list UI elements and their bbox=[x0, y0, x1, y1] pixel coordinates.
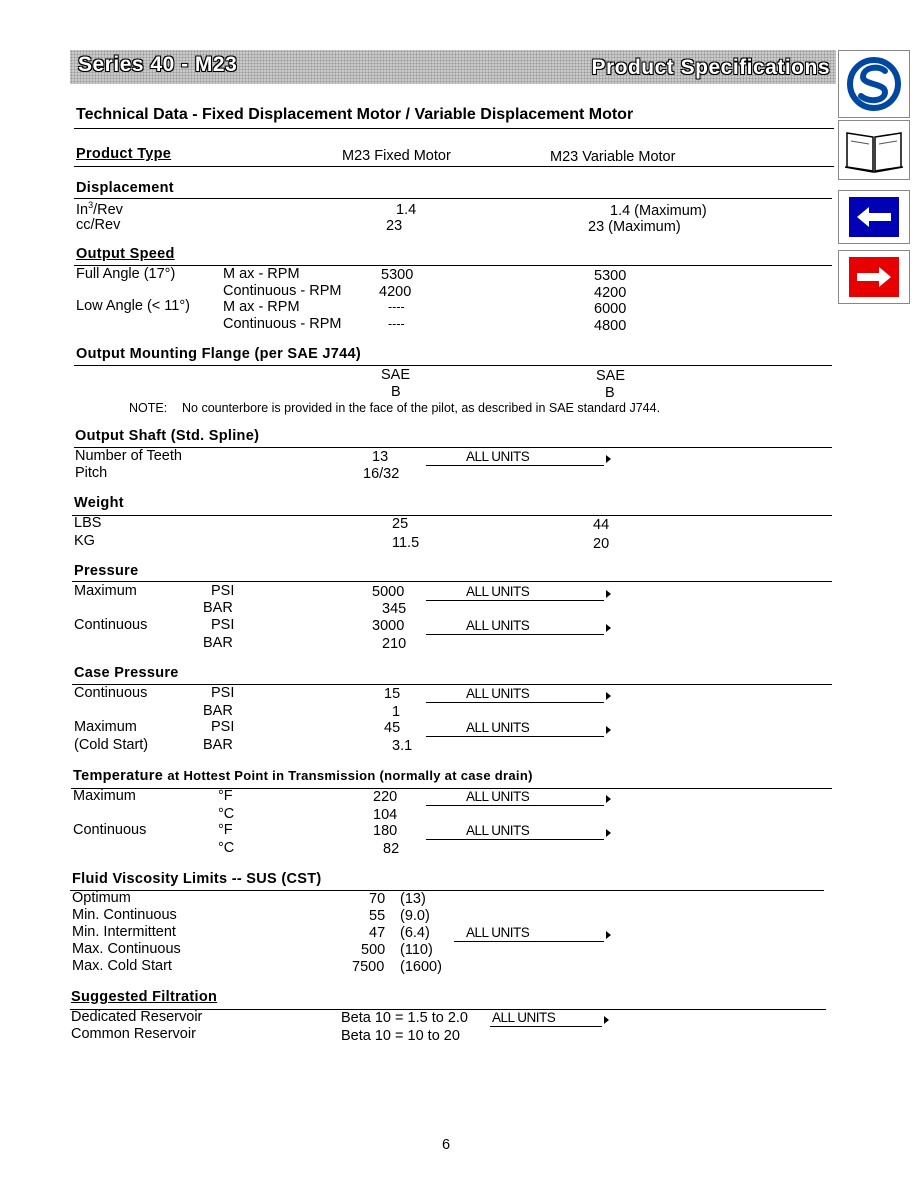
arrow-right-icon bbox=[606, 829, 611, 837]
low-cont-fixed: ---- bbox=[388, 317, 405, 331]
in3-fixed-value: 1.4 bbox=[396, 202, 417, 218]
case-max-label: Maximum bbox=[74, 719, 137, 735]
arrow-right-icon bbox=[606, 795, 611, 803]
visc-label-optimum: Optimum bbox=[72, 890, 131, 906]
all-units-label: ALL UNITS bbox=[426, 449, 604, 466]
all-units-label: ALL UNITS bbox=[426, 720, 604, 737]
dedicated-reservoir-value: Beta 10 = 1.5 to 2.0 bbox=[341, 1010, 468, 1026]
pressure-cont-psi-unit: PSI bbox=[211, 617, 235, 633]
all-units-label: ALL UNITS bbox=[426, 686, 604, 703]
full-max-rpm-label: M ax - RPM bbox=[223, 266, 300, 282]
case-cont-psi: 15 bbox=[384, 686, 401, 702]
header-banner bbox=[70, 50, 836, 84]
temp-cont-c-unit: °C bbox=[218, 840, 235, 856]
visc-sus-max-cont: 500 bbox=[361, 942, 386, 958]
lbs-fixed: 25 bbox=[392, 516, 409, 532]
page-number: 6 bbox=[442, 1137, 451, 1153]
divider bbox=[74, 166, 834, 167]
all-units-label: ALL UNITS bbox=[454, 925, 604, 942]
fixed-motor-header: M23 Fixed Motor bbox=[342, 148, 451, 164]
variable-motor-header: M23 Variable Motor bbox=[550, 149, 676, 165]
pressure-cont-label: Continuous bbox=[74, 617, 148, 633]
arrow-right-icon bbox=[606, 590, 611, 598]
full-cont-fixed: 4200 bbox=[379, 284, 412, 300]
mounting-flange-heading: Output Mounting Flange (per SAE J744) bbox=[76, 346, 361, 362]
visc-cst-min-cont: (9.0) bbox=[400, 908, 430, 924]
pressure-max-label: Maximum bbox=[74, 583, 137, 599]
visc-label-min-int: Min. Intermittent bbox=[72, 924, 176, 940]
pressure-cont-bar: 210 bbox=[382, 636, 407, 652]
flange-fixed-line1: SAE bbox=[381, 367, 411, 383]
pitch-label: Pitch bbox=[75, 465, 108, 481]
full-max-variable: 5300 bbox=[594, 268, 627, 284]
pitch-value: 16/32 bbox=[363, 466, 400, 482]
pressure-max-psi-unit: PSI bbox=[211, 583, 235, 599]
case-cold-start-label: (Cold Start) bbox=[74, 737, 149, 753]
all-units-label: ALL UNITS bbox=[426, 789, 604, 806]
case-max-psi-unit: PSI bbox=[211, 719, 235, 735]
pressure-cont-psi: 3000 bbox=[372, 618, 405, 634]
visc-cst-max-cold: (1600) bbox=[400, 959, 442, 975]
contents-button[interactable] bbox=[838, 120, 910, 180]
lbs-variable: 44 bbox=[593, 517, 610, 533]
in3-variable-value: 1.4 (Maximum) bbox=[610, 203, 707, 219]
weight-heading: Weight bbox=[74, 495, 124, 511]
next-button[interactable] bbox=[838, 250, 910, 304]
flange-variable-line2: B bbox=[605, 385, 615, 401]
visc-label-min-cont: Min. Continuous bbox=[72, 907, 177, 923]
flange-variable-line1: SAE bbox=[596, 368, 626, 384]
temperature-subheading: at Hottest Point in Transmission (normally at case drain) bbox=[167, 768, 533, 783]
dedicated-reservoir-label: Dedicated Reservoir bbox=[71, 1009, 203, 1025]
case-max-bar: 3.1 bbox=[392, 738, 413, 754]
filtration-heading: Suggested Filtration bbox=[71, 989, 218, 1005]
case-cont-bar-unit: BAR bbox=[203, 703, 233, 719]
in3-rev-label: In$^3$/Rev bbox=[76, 200, 123, 218]
logo-button[interactable] bbox=[838, 50, 910, 118]
divider bbox=[74, 365, 832, 366]
arrow-right-icon bbox=[606, 726, 611, 734]
low-cont-rpm-label: Continuous - RPM bbox=[223, 316, 342, 332]
pressure-max-bar-unit: BAR bbox=[203, 600, 233, 616]
pressure-max-psi: 5000 bbox=[372, 584, 405, 600]
full-angle-label: Full Angle (17°) bbox=[76, 266, 176, 282]
arrow-right-icon bbox=[606, 624, 611, 632]
temp-cont-c: 82 bbox=[383, 841, 400, 857]
temp-max-c: 104 bbox=[373, 807, 398, 823]
temp-cont-label: Continuous bbox=[73, 822, 147, 838]
arrow-left-icon bbox=[839, 191, 909, 243]
teeth-value: 13 bbox=[372, 449, 389, 465]
all-units-label: ALL UNITS bbox=[426, 618, 604, 635]
full-cont-variable: 4200 bbox=[594, 285, 627, 301]
arrow-right-icon bbox=[839, 251, 909, 303]
case-cont-label: Continuous bbox=[74, 685, 148, 701]
back-button[interactable] bbox=[838, 190, 910, 244]
divider bbox=[74, 265, 832, 266]
case-pressure-heading: Case Pressure bbox=[74, 665, 179, 681]
pressure-max-bar: 345 bbox=[382, 601, 407, 617]
divider bbox=[70, 890, 824, 891]
kg-fixed: 11.5 bbox=[392, 535, 420, 551]
temp-max-f-unit: °F bbox=[218, 788, 233, 804]
arrow-right-icon bbox=[606, 931, 611, 939]
pressure-cont-bar-unit: BAR bbox=[203, 635, 233, 651]
temp-max-f: 220 bbox=[373, 789, 398, 805]
divider bbox=[72, 515, 832, 516]
visc-sus-optimum: 70 bbox=[369, 891, 386, 907]
lbs-label: LBS bbox=[74, 515, 102, 531]
note-label: NOTE: bbox=[129, 401, 168, 415]
teeth-label: Number of Teeth bbox=[75, 448, 182, 464]
page-title: Technical Data - Fixed Displacement Motor / Variable Displacement Motor bbox=[76, 106, 634, 123]
case-max-bar-unit: BAR bbox=[203, 737, 233, 753]
low-cont-variable: 4800 bbox=[594, 318, 627, 334]
series-title: Series 40 - M23 bbox=[78, 53, 238, 76]
visc-sus-max-cold: 7500 bbox=[352, 959, 385, 975]
low-max-rpm-label: M ax - RPM bbox=[223, 299, 300, 315]
common-reservoir-value: Beta 10 = 10 to 20 bbox=[341, 1028, 460, 1044]
divider bbox=[74, 447, 832, 448]
case-cont-bar: 1 bbox=[392, 704, 401, 720]
temp-cont-f: 180 bbox=[373, 823, 398, 839]
all-units-label: ALL UNITS bbox=[426, 823, 604, 840]
section-title: Product Specifications bbox=[591, 56, 830, 79]
visc-label-max-cont: Max. Continuous bbox=[72, 941, 181, 957]
book-icon bbox=[839, 121, 909, 179]
full-cont-rpm-label: Continuous - RPM bbox=[223, 283, 342, 299]
displacement-heading: Displacement bbox=[76, 180, 174, 196]
all-units-label: ALL UNITS bbox=[490, 1010, 602, 1027]
temp-cont-f-unit: °F bbox=[218, 822, 233, 838]
arrow-right-icon bbox=[606, 692, 611, 700]
low-max-fixed: ---- bbox=[388, 300, 405, 314]
visc-label-max-cold: Max. Cold Start bbox=[72, 958, 172, 974]
cc-rev-label: cc/Rev bbox=[76, 217, 121, 233]
case-max-psi: 45 bbox=[384, 720, 401, 736]
divider bbox=[74, 128, 834, 129]
viscosity-heading: Fluid Viscosity Limits -- SUS (CST) bbox=[72, 871, 322, 887]
kg-label: KG bbox=[74, 533, 95, 549]
temp-max-c-unit: °C bbox=[218, 806, 235, 822]
full-max-fixed: 5300 bbox=[381, 267, 414, 283]
product-type-label: Product Type bbox=[76, 146, 172, 162]
visc-cst-max-cont: (110) bbox=[400, 942, 433, 958]
cc-fixed-value: 23 bbox=[386, 218, 403, 234]
flange-fixed-line2: B bbox=[391, 384, 401, 400]
kg-variable: 20 bbox=[593, 536, 610, 552]
output-speed-heading: Output Speed bbox=[76, 246, 175, 262]
divider bbox=[72, 684, 832, 685]
pressure-heading: Pressure bbox=[74, 563, 139, 579]
sauer-logo-icon bbox=[839, 51, 909, 117]
arrow-right-icon bbox=[604, 1016, 609, 1024]
visc-cst-min-int: (6.4) bbox=[400, 925, 430, 941]
all-units-label: ALL UNITS bbox=[426, 584, 604, 601]
arrow-right-icon bbox=[606, 455, 611, 463]
low-max-variable: 6000 bbox=[594, 301, 627, 317]
visc-cst-optimum: (13) bbox=[400, 891, 426, 907]
common-reservoir-label: Common Reservoir bbox=[71, 1026, 196, 1042]
output-shaft-heading: Output Shaft (Std. Spline) bbox=[75, 428, 260, 444]
case-cont-psi-unit: PSI bbox=[211, 685, 235, 701]
visc-sus-min-cont: 55 bbox=[369, 908, 386, 924]
temperature-heading: Temperature at Hottest Point in Transmission (normally at case drain) bbox=[73, 768, 533, 784]
low-angle-label: Low Angle (< 11°) bbox=[76, 298, 190, 314]
cc-variable-value: 23 (Maximum) bbox=[588, 219, 681, 235]
note-text: No counterbore is provided in the face of the pilot, as described in SAE standard J744. bbox=[182, 401, 661, 415]
temp-max-label: Maximum bbox=[73, 788, 136, 804]
divider bbox=[74, 198, 832, 199]
divider bbox=[72, 581, 832, 582]
visc-sus-min-int: 47 bbox=[369, 925, 386, 941]
